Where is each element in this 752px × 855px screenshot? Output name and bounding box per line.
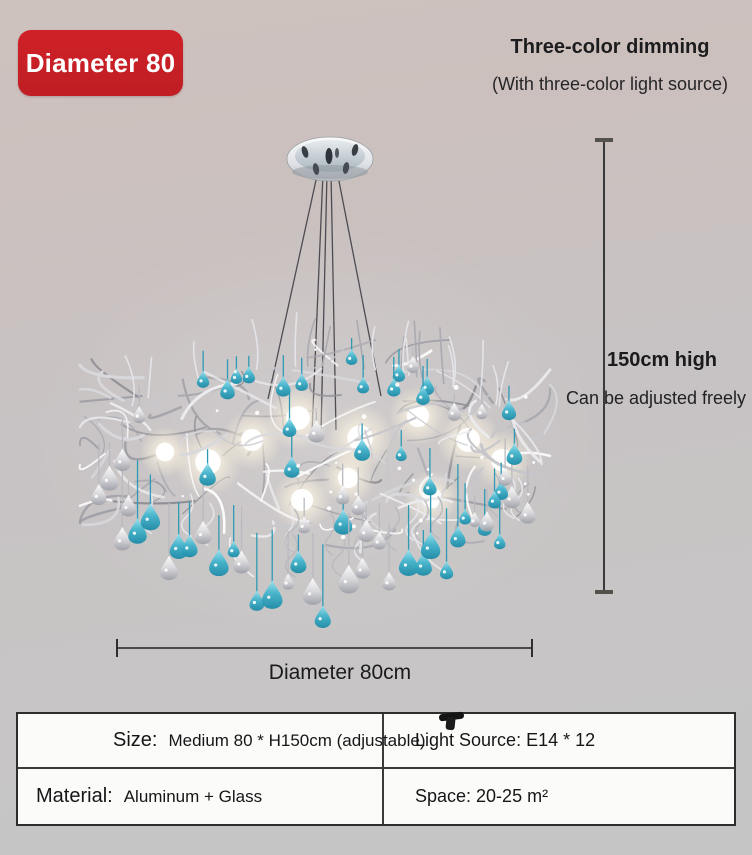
diameter-dimension-line [117,647,532,649]
diameter-label: Diameter 80cm [268,661,412,684]
spec-cell-space [384,769,734,824]
dimming-note [468,36,752,95]
diameter-left-cap [116,639,118,657]
light-source-value: Light Source: E14 * 12 [415,730,596,750]
height-dimension-top-cap [595,138,613,142]
height-label: 150cm high [606,349,718,371]
size-label: Size: [113,729,158,751]
dimming-title: Three-color dimming [510,36,710,58]
spec-table [16,712,736,826]
dimming-subtitle: (With three-color light source) [491,74,729,94]
material-label: Material: [36,785,113,807]
ceiling-canopy [287,137,373,181]
spec-cell-material [18,769,384,824]
size-value: Medium 80 * H150cm (adjustable) [168,730,426,750]
space-value: Space: 20-25 m² [415,786,549,806]
diameter-badge-label: Diameter 80 [25,47,176,78]
diameter-right-cap [531,639,533,657]
spec-cell-size [18,714,426,769]
height-dimension-bottom-cap [595,590,613,594]
height-adjust-note: Can be adjusted freely [565,388,747,408]
diameter-badge [18,30,183,96]
spec-cell-light-source [384,714,734,769]
material-value: Aluminum + Glass [123,786,263,806]
